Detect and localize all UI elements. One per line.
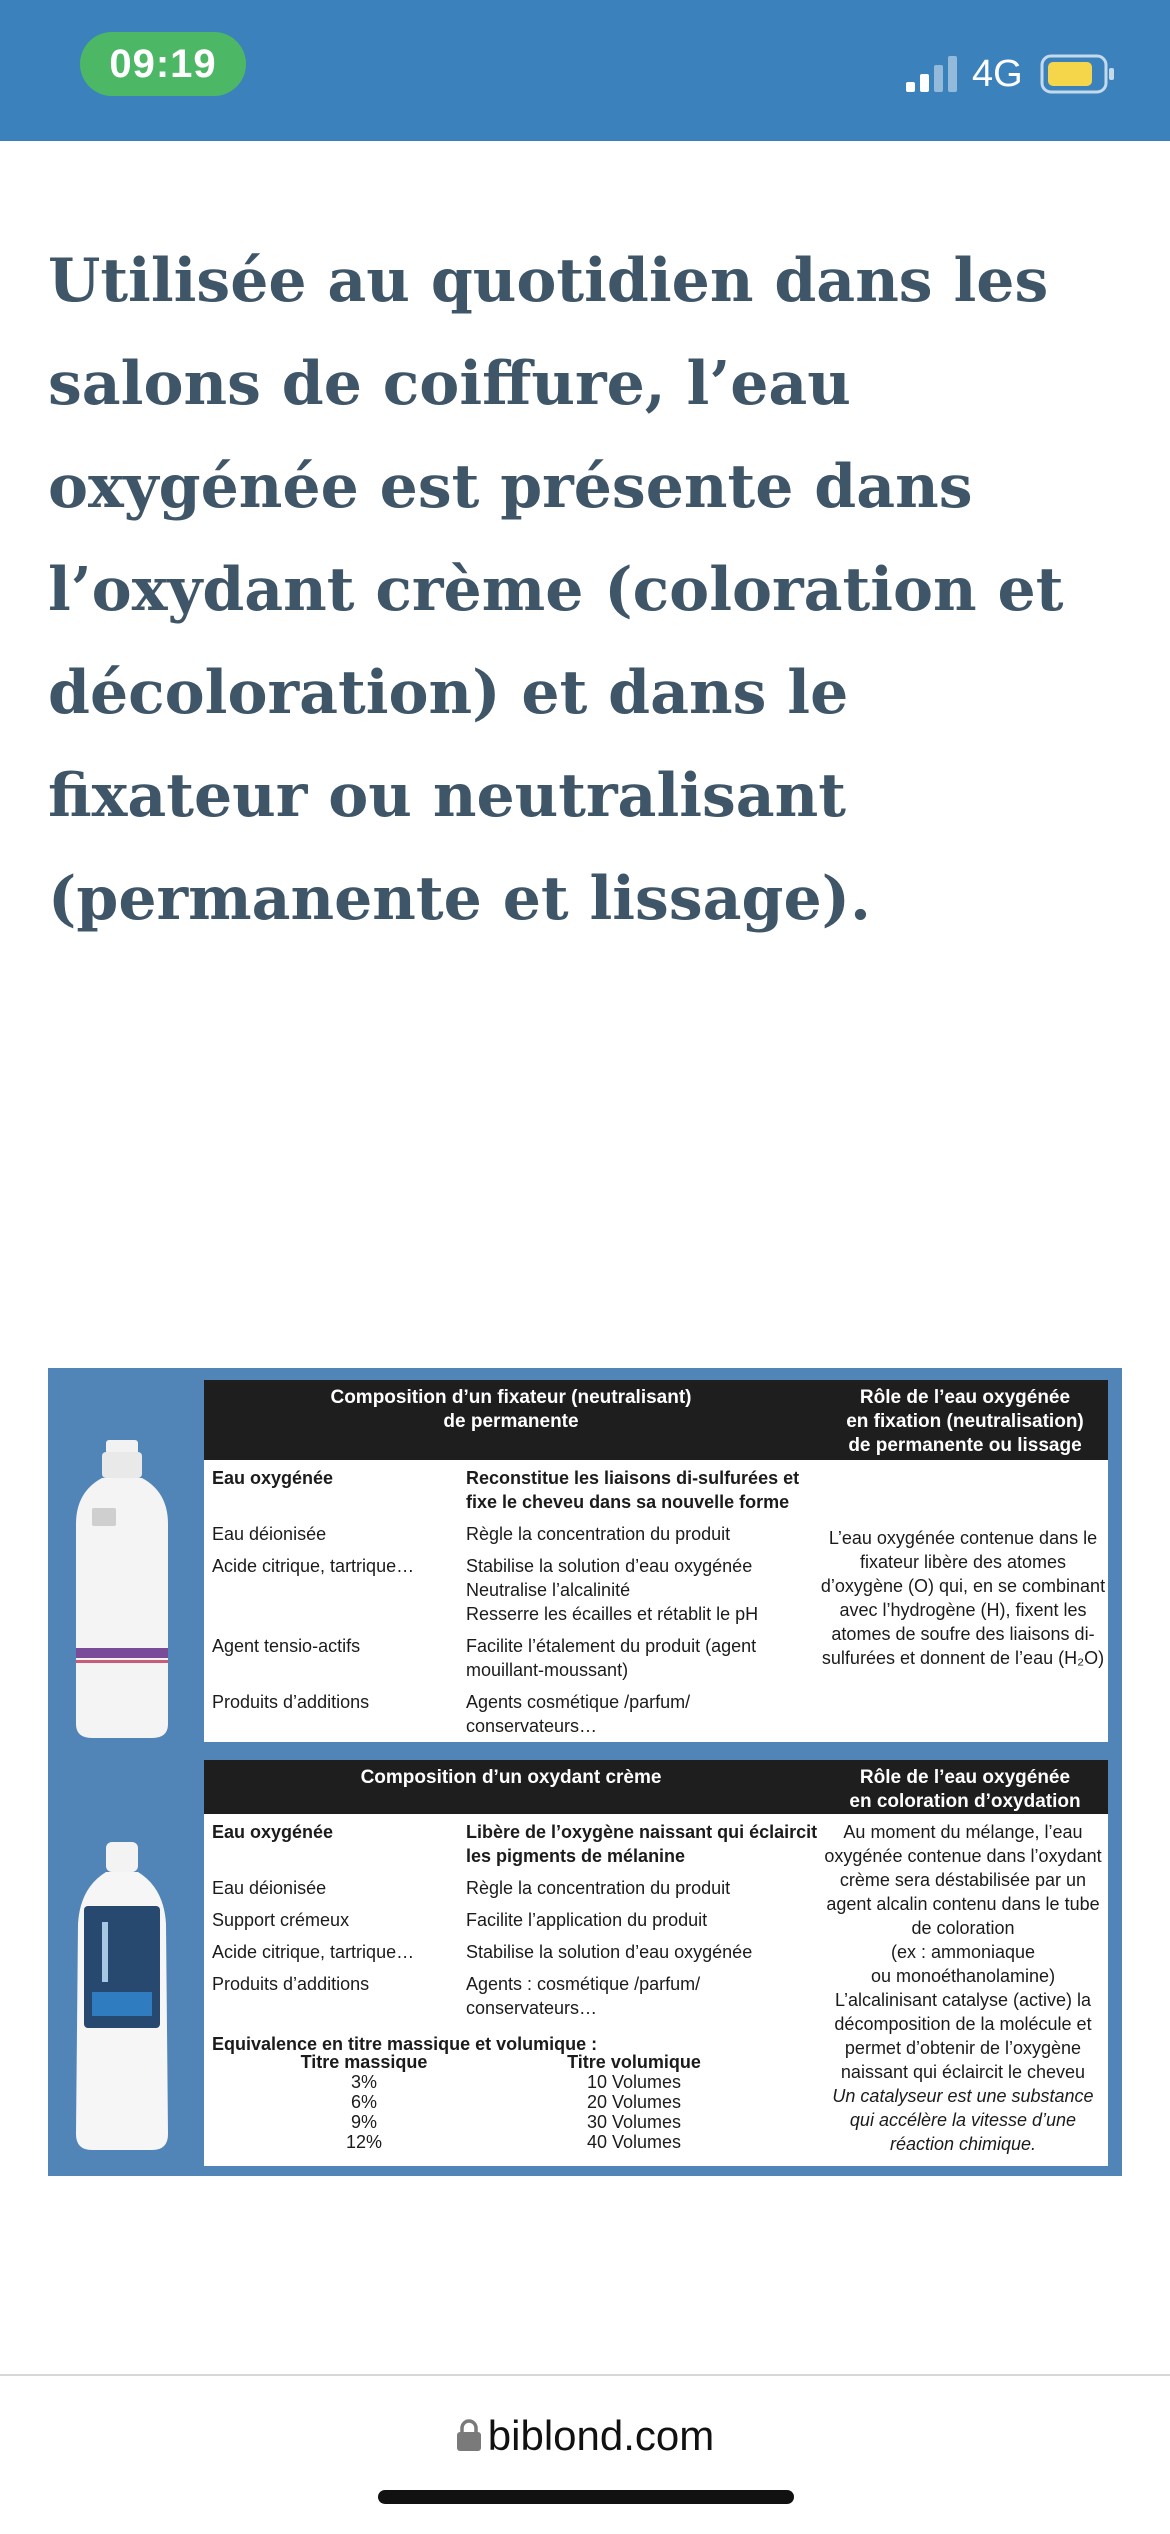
equivalence-title: Equivalence en titre massique et volumique : <box>212 2034 598 2054</box>
signal-icon <box>906 56 958 92</box>
ingredient-cell: Acide citrique, tartrique… <box>212 1556 415 1576</box>
oxydant-rows <box>204 1820 818 2024</box>
table-row <box>204 1908 818 1940</box>
equivalence-cell: 30 Volumes <box>586 2112 682 2132</box>
fixateur-table-header <box>204 1380 1108 1460</box>
ingredient-cell: Produits d’additions <box>212 1974 370 1994</box>
fixateur-role-text: L’eau oxygénée contenue dans le fixateur libère des atomes d’oxygène (O) qui, en se combinant avec l’hydrogène (H), fixent les atomes de soufre des liaisons di-sulfurées et donnent de l’eau (H₂O) <box>820 1528 1106 1668</box>
table-row <box>204 1820 818 1876</box>
equivalence-header: Titre massique <box>300 2052 428 2072</box>
ingredient-cell: Eau déionisée <box>212 1524 327 1544</box>
composition-figure <box>48 1368 1122 2176</box>
oxydant-header-left: Composition d’un oxydant crème <box>360 1767 662 1788</box>
function-cell: Règle la concentration du produit <box>466 1524 731 1544</box>
fixateur-table <box>204 1380 1108 1742</box>
home-indicator[interactable] <box>378 2490 794 2504</box>
oxydant-bottle-image <box>62 1842 182 2152</box>
function-cell: Règle la concentration du produit <box>466 1878 731 1898</box>
function-cell: Agents cosmétique /parfum/ conservateurs… <box>466 1692 691 1736</box>
function-cell: Stabilise la solution d’eau oxygénée Neutralise l’alcalinité Resserre les écailles et rétablit le pH <box>466 1556 759 1624</box>
oxydant-role-block <box>818 1820 1108 2156</box>
equivalence-cell: 9% <box>350 2112 377 2132</box>
ingredient-cell: Eau oxygénée <box>212 1468 334 1488</box>
table-row <box>204 1466 818 1522</box>
oxydant-header-right: Rôle de l’eau oxygénée en coloration d’oxydation <box>849 1767 1081 1812</box>
fixateur-header-right: Rôle de l’eau oxygénée en fixation (neutralisation) de permanente ou lissage <box>846 1387 1084 1456</box>
ingredient-cell: Produits d’additions <box>212 1692 370 1712</box>
table-row <box>204 1522 818 1554</box>
oxydant-table-header <box>204 1760 1108 1814</box>
equivalence-cell: 40 Volumes <box>586 2132 682 2152</box>
ingredient-cell: Support crémeux <box>212 1910 350 1930</box>
browser-url-bar[interactable] <box>0 2374 1170 2534</box>
function-cell: Facilite l’étalement du produit (agent mouillant-moussant) <box>466 1636 757 1680</box>
function-cell: Libère de l’oxygène naissant qui éclaircit les pigments de mélanine <box>466 1822 818 1866</box>
equivalence-cell: 6% <box>350 2092 377 2112</box>
fixateur-bottle-image <box>62 1440 182 1740</box>
battery-icon <box>1040 54 1116 94</box>
equivalence-cell: 3% <box>350 2072 377 2092</box>
oxydant-role-text: Au moment du mélange, l’eau oxygénée contenue dans l’oxydant crème sera déstabilisée par un agent alcalin contenu dans le tube de coloration (ex : ammoniaque ou monoéthanolamine) L’alcalinisant catalyse (active) la décomposition de la molécule et permet d’obtenir de l’oxygène naissant qui éclaircit le cheveu <box>824 1822 1102 2082</box>
oxydant-role-note: Un catalyseur est une substance qui accélère la vitesse d’une réaction chimique. <box>832 2086 1094 2154</box>
ingredient-cell: Eau déionisée <box>212 1878 327 1898</box>
function-cell: Stabilise la solution d’eau oxygénée <box>466 1942 753 1962</box>
fixateur-rows <box>204 1466 818 1738</box>
table-row <box>204 1940 818 1972</box>
equivalence-header: Titre volumique <box>567 2052 701 2072</box>
table-row <box>204 1876 818 1908</box>
lock-icon <box>456 2418 482 2452</box>
function-cell: Agents : cosmétique /parfum/ conservateurs… <box>466 1974 701 2018</box>
table-row <box>204 1554 818 1634</box>
url-display[interactable] <box>0 2412 1170 2460</box>
fixateur-header-left: Composition d’un fixateur (neutralisant) de permanente <box>330 1387 692 1432</box>
table-row <box>204 1972 818 2024</box>
equivalence-cell: 10 Volumes <box>586 2072 682 2092</box>
network-type: 4G <box>972 53 1023 95</box>
oxydant-table <box>204 1760 1108 2166</box>
equivalence-cell: 20 Volumes <box>586 2092 682 2112</box>
equivalence-massique-column <box>244 2052 484 2152</box>
table-row <box>204 1690 818 1738</box>
ingredient-cell: Agent tensio-actifs <box>212 1636 361 1656</box>
article-paragraph: Utilisée au quotidien dans les salons de coiffure, l’eau oxygénée est présente dans l’oxydant crème (coloration et décoloration) et dans le fixateur ou neutralisant (permanente et lissage). <box>48 246 1064 934</box>
table-row <box>204 1634 818 1690</box>
status-time: 09:19 <box>80 32 246 96</box>
equivalence-volumique-column <box>504 2052 764 2152</box>
ingredient-cell: Acide citrique, tartrique… <box>212 1942 415 1962</box>
ingredient-cell: Eau oxygénée <box>212 1822 334 1842</box>
equivalence-cell: 12% <box>345 2132 383 2152</box>
function-cell: Facilite l’application du produit <box>466 1910 708 1930</box>
function-cell: Reconstitue les liaisons di-sulfurées et fixe le cheveu dans sa nouvelle forme <box>466 1468 800 1512</box>
status-bar <box>0 0 1170 141</box>
url-domain: biblond.com <box>487 2412 715 2459</box>
